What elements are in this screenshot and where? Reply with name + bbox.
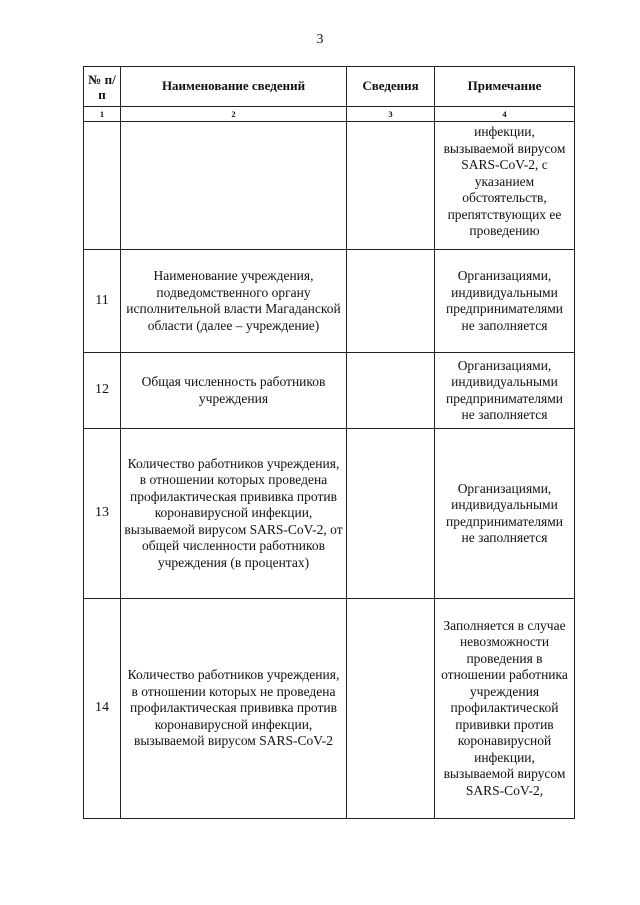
page-number: 3: [316, 32, 324, 47]
row-info: [347, 599, 435, 819]
row-info: [347, 429, 435, 599]
info-table: [83, 66, 575, 819]
row-num: 11: [84, 250, 121, 353]
row-info: [347, 250, 435, 353]
row-note: инфекции, вызываемой вирусом SARS-CoV-2, с указанием обстоятельств, препятствующих ее проведению: [435, 122, 575, 250]
table-row: [84, 250, 575, 353]
column-index-cell: 1: [84, 107, 121, 122]
column-index-cell: 3: [347, 107, 435, 122]
column-index-row: [84, 107, 575, 122]
row-num: [84, 122, 121, 250]
header-num: № п/п: [84, 67, 121, 107]
row-note: Организациями, индивидуальными предпринимателями не заполняется: [435, 429, 575, 599]
header-info: Сведения: [347, 67, 435, 107]
table-row: [84, 599, 575, 819]
row-name: Общая численность работников учреждения: [121, 353, 347, 429]
row-info: [347, 122, 435, 250]
row-info: [347, 353, 435, 429]
header-name: Наименование сведений: [121, 67, 347, 107]
row-num: 14: [84, 599, 121, 819]
table-row: [84, 122, 575, 250]
table-row: [84, 429, 575, 599]
row-note: Организациями, индивидуальными предпринимателями не заполняется: [435, 250, 575, 353]
table-header-row: [84, 67, 575, 107]
row-name: Количество работников учреждения, в отношении которых проведена профилактическая прививка против коронавирусной инфекции, вызываемой вирусом SARS-CoV-2, от общей численности работников учреждения (в процентах): [121, 429, 347, 599]
header-note: Примечание: [435, 67, 575, 107]
row-name: Наименование учреждения, подведомственного органу исполнительной власти Магаданской области (далее – учреждение): [121, 250, 347, 353]
row-num: 12: [84, 353, 121, 429]
row-note: Организациями, индивидуальными предпринимателями не заполняется: [435, 353, 575, 429]
row-name: Количество работников учреждения, в отношении которых не проведена профилактическая прививка против коронавирусной инфекции, вызываемой вирусом SARS-CoV-2: [121, 599, 347, 819]
row-note: Заполняется в случае невозможности проведения в отношении работника учреждения профилактической прививки против коронавирусной инфекции, вызываемой вирусом SARS-CoV-2,: [435, 599, 575, 819]
column-index-cell: 4: [435, 107, 575, 122]
row-name: [121, 122, 347, 250]
column-index-cell: 2: [121, 107, 347, 122]
table-row: [84, 353, 575, 429]
row-num: 13: [84, 429, 121, 599]
